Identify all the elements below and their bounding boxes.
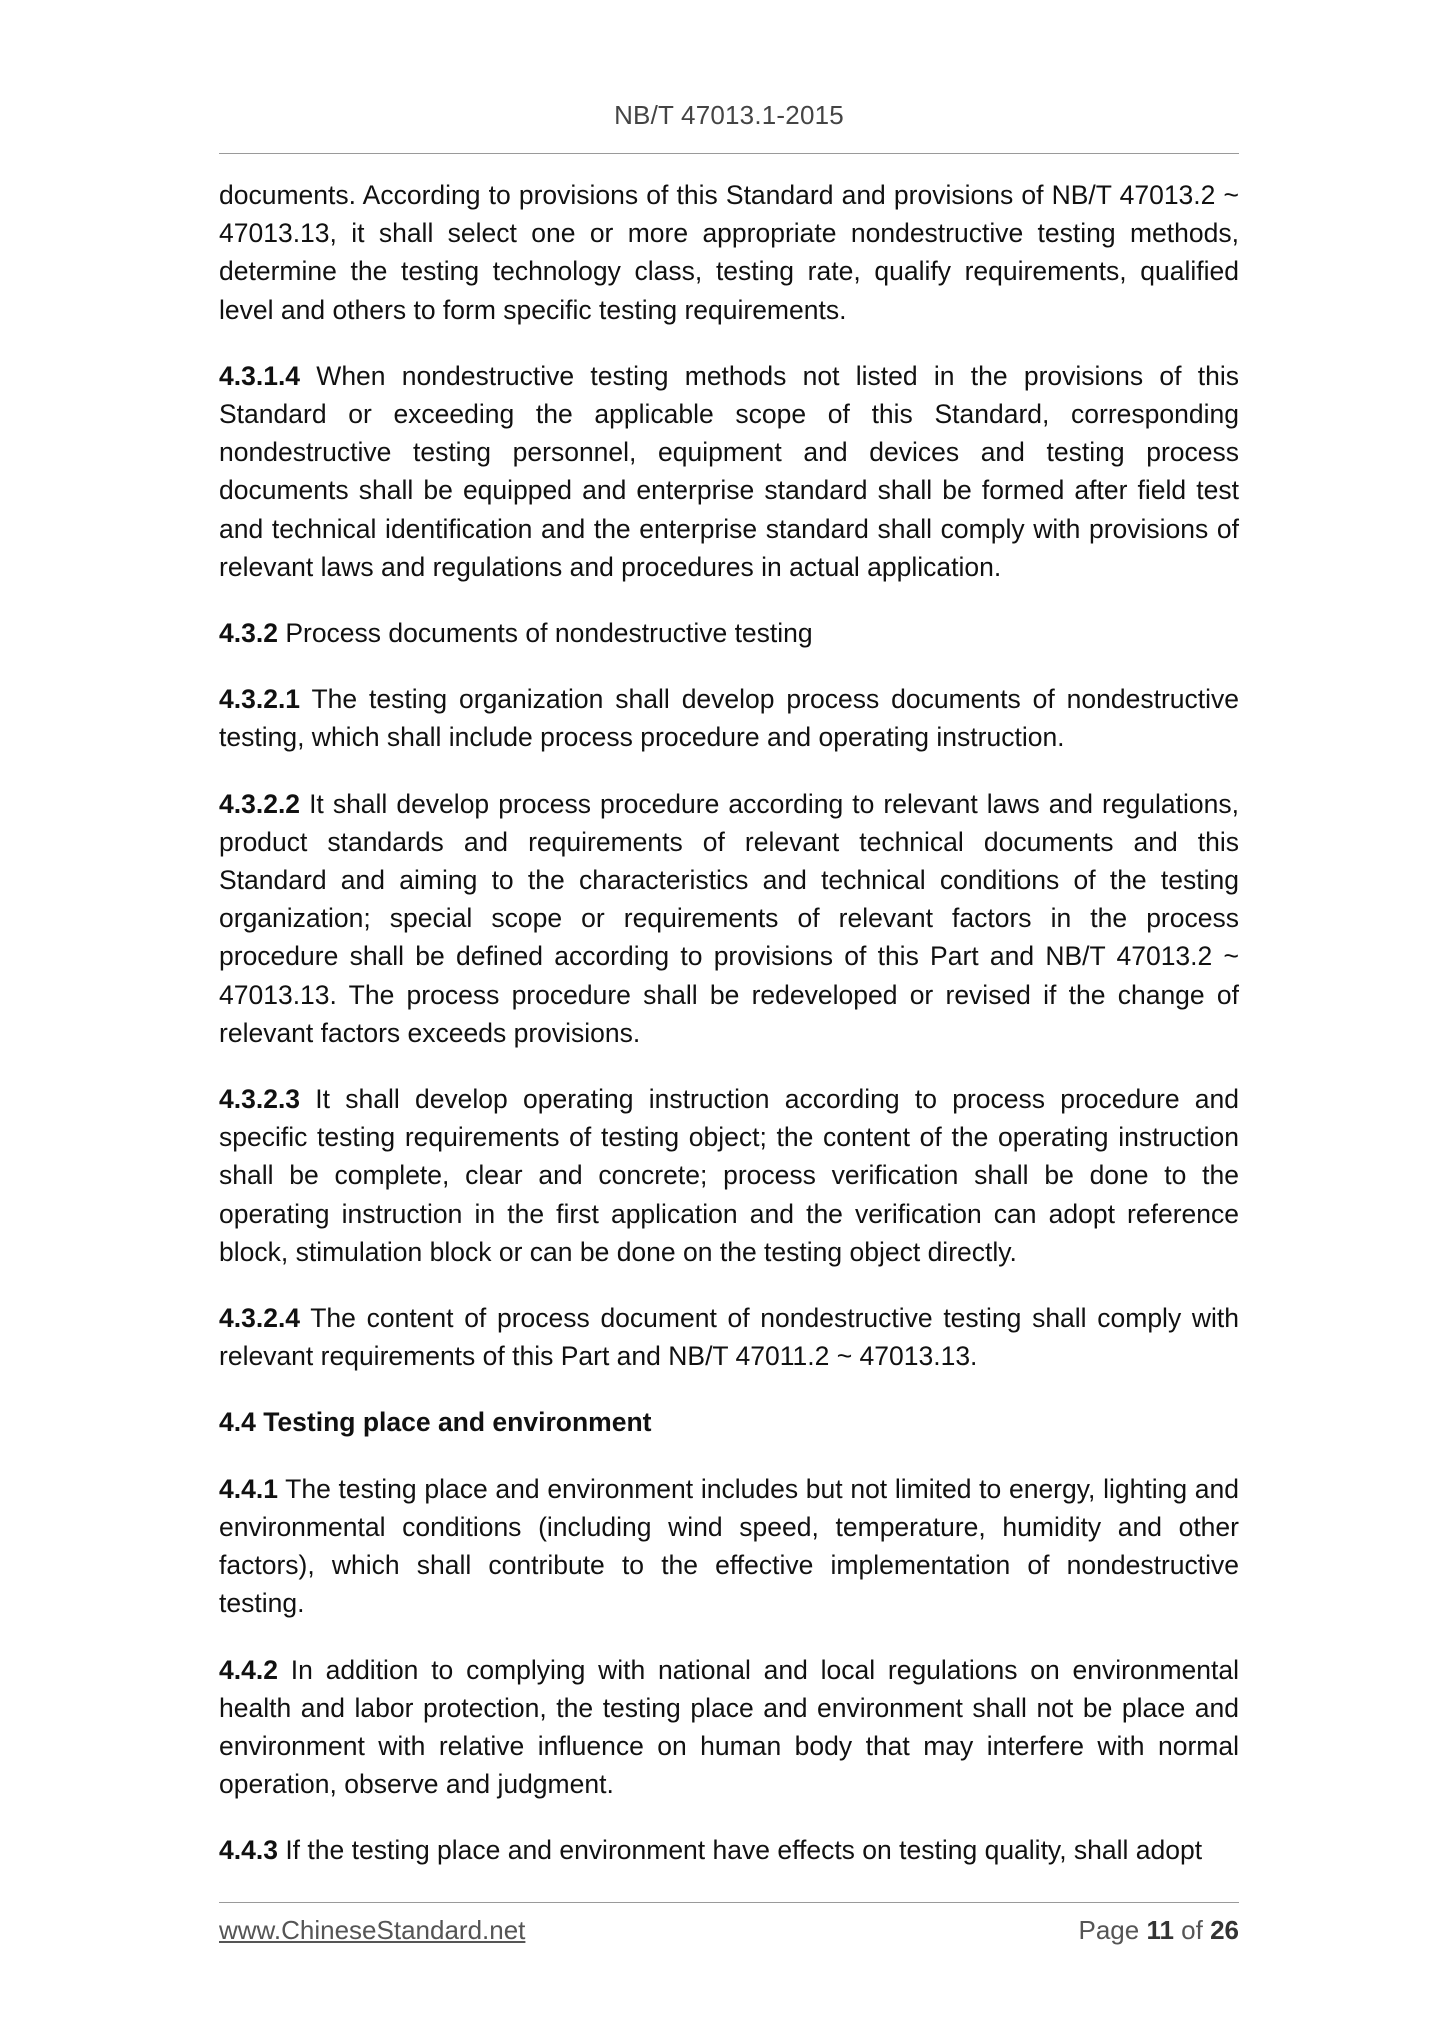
clause-4-4-1 [219, 1470, 1239, 1623]
page-header: NB/T 47013.1-2015 [614, 100, 844, 130]
clause-text: If the testing place and environment have effects on testing quality, shall adopt [277, 1835, 1203, 1866]
page-of: of [1173, 1915, 1211, 1945]
clause-text: Process documents of nondestructive testing [277, 618, 813, 649]
page-prefix: Page [1078, 1915, 1147, 1945]
clause-text: The testing place and environment includes but not limited to energy, lighting and environmental conditions (including wind speed, temperature, humidity and other factors), which shall contribute to the effective implementation of nondestructive testing. [219, 1473, 1239, 1619]
clause-number: 4.3.2.3 [219, 1084, 301, 1115]
clause-number: 4.3.1.4 [219, 360, 301, 391]
clause-text: It shall develop process procedure according to relevant laws and regulations, product standards and requirements of relevant technical documents and this Standard and aiming to the characteristics and technical conditions of the testing organization; special scope or requirements of relevant factors in the process procedure shall be defined according to provisions of this Part and NB/T 47013.2 ~ 47013.13. The process procedure shall be redeveloped or revised if the change of relevant factors exceeds provisions. [219, 788, 1239, 1048]
clause-4-3-2-1 [219, 680, 1239, 756]
clause-text: When nondestructive testing methods not listed in the provisions of this Standard or exceeding the applicable scope of this Standard, corresponding nondestructive testing personnel, equipment and devices and testing process documents shall be equipped and enterprise standard shall be formed after field test and technical identification and the enterprise standard shall comply with provisions of relevant laws and regulations and procedures in actual application. [219, 360, 1239, 582]
header-divider [219, 153, 1239, 154]
clause-number: 4.3.2.1 [219, 684, 301, 715]
clause-text: It shall develop operating instruction according to process procedure and specific testing requirements of testing object; the content of the operating instruction shall be complete, clear and concrete; process verification shall be done to the operating instruction in the first application and the verification can adopt reference block, stimulation block or can be done on the testing object directly. [219, 1084, 1239, 1267]
clause-number: 4.3.2 [219, 618, 278, 649]
clause-4-3-2-4 [219, 1299, 1239, 1375]
clause-number: 4.4.2 [219, 1654, 278, 1685]
clause-text: In addition to complying with national and local regulations on environmental health and labor protection, the testing place and environment shall not be place and environment with relative influence on human body that may interfere with normal operation, observe and judgment. [219, 1654, 1239, 1800]
page-content [219, 176, 1239, 1898]
section-heading-4-4: 4.4 Testing place and environment [219, 1407, 652, 1438]
page-number [1078, 1915, 1239, 1946]
paragraph-text: documents. According to provisions of this Standard and provisions of NB/T 47013.2 ~ 47013.13, it shall select one or more appropriate nondestructive testing methods, determine the testing technology class, testing rate, qualify requirements, qualified level and others to form specific testing requirements. [219, 180, 1239, 325]
footer-divider [219, 1902, 1239, 1903]
clause-4-4-2 [219, 1651, 1239, 1804]
clause-4-3-2-2 [219, 785, 1239, 1052]
website-link[interactable]: www.ChineseStandard.net [219, 1915, 526, 1945]
clause-number: 4.3.2.4 [219, 1303, 301, 1334]
clause-number: 4.4.1 [219, 1473, 278, 1504]
page-current: 11 [1146, 1915, 1174, 1945]
clause-4-4-3 [219, 1831, 1239, 1869]
clause-4-3-1-4 [219, 357, 1239, 586]
paragraph-continuation [219, 176, 1239, 329]
clause-4-3-2 [219, 614, 1239, 652]
clause-number: 4.3.2.2 [219, 788, 301, 819]
page-total: 26 [1210, 1915, 1239, 1945]
clause-4-3-2-3 [219, 1080, 1239, 1271]
clause-text: The testing organization shall develop process documents of nondestructive testing, which shall include process procedure and operating instruction. [219, 684, 1239, 753]
clause-number: 4.4.3 [219, 1835, 278, 1866]
clause-text: The content of process document of nondestructive testing shall comply with relevant requirements of this Part and NB/T 47011.2 ~ 47013.13. [219, 1303, 1239, 1372]
